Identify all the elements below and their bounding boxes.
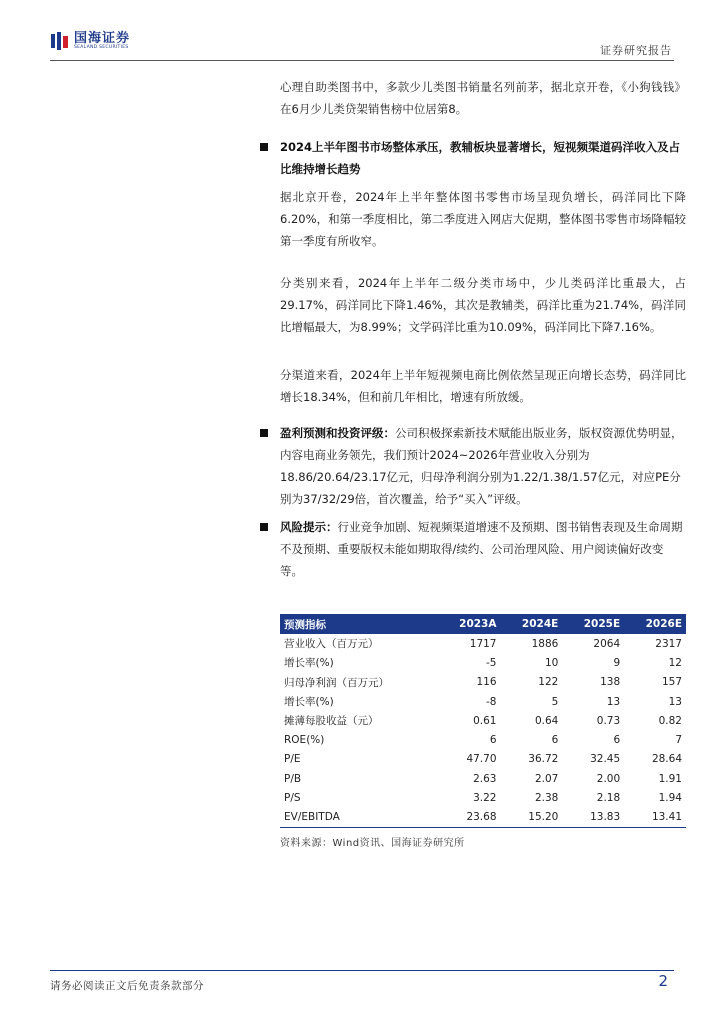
table-cell: 2.00	[596, 772, 621, 785]
table-cell: 1.91	[658, 772, 682, 785]
table-cell: 1.94	[658, 792, 682, 805]
footer-divider	[50, 970, 674, 971]
logo-mark-icon	[50, 31, 70, 51]
footer-disclaimer: 请务必阅读正文后免责条款部分	[50, 980, 204, 992]
table-cell: 23.68	[437, 808, 500, 828]
table-cell: 0.73	[596, 714, 621, 727]
table-cell: 9	[613, 656, 621, 669]
table-cell: 36.72	[528, 753, 559, 766]
table-header-row	[280, 614, 686, 634]
bullet-square-icon	[260, 143, 268, 151]
table-cell: 2.63	[473, 772, 497, 785]
logo-name-en: SEALAND SECURITIES	[74, 44, 129, 50]
table-cell: 营业收入（百万元）	[284, 638, 379, 651]
table-cell: 28.64	[651, 753, 682, 766]
forecast-table-wrap	[280, 614, 686, 849]
paragraph-market: 据北京开卷，2024年上半年整体图书零售市场呈现负增长，码洋同比下降6.20%，和第一季度相比，第二季度进入网店大促期，整体图书零售市场降幅较第一季度有所收窄。	[280, 190, 686, 248]
risk-label: 风险提示：	[280, 520, 338, 534]
table-cell: 2.07	[534, 772, 559, 785]
page-number: 2	[658, 972, 668, 990]
table-cell: 13	[668, 695, 682, 708]
table-cell: 1886	[531, 637, 559, 650]
table-source-note: 资料来源：Wind资讯、国海证券研究所	[280, 837, 465, 849]
forecast-table	[280, 614, 686, 828]
table-row	[280, 730, 686, 749]
table-cell: 13	[606, 695, 621, 708]
table-header-cell: 2024E	[501, 614, 563, 634]
table-cell: P/E	[284, 753, 301, 766]
risk-text: 行业竞争加剧、短视频渠道增速不及预期、图书销售表现及生命周期不及预期、重要版权未能如期取得/续约、公司治理风险、用户阅读偏好改变等。	[280, 520, 683, 578]
table-cell: 6	[551, 734, 559, 747]
table-cell: 157	[661, 676, 682, 689]
table-cell: 32.45	[590, 753, 621, 766]
table-cell: -8	[486, 695, 497, 708]
table-header-cell: 2026E	[624, 614, 686, 634]
logo-name-cn: 国海证券	[74, 30, 131, 46]
table-row	[280, 634, 686, 653]
risk-block	[280, 516, 686, 582]
table-cell: 6	[613, 734, 621, 747]
table-cell: 7	[675, 734, 682, 747]
table-cell: 116	[476, 676, 497, 689]
table-cell: 10	[544, 656, 559, 669]
report-type-label: 证券研究报告	[600, 44, 672, 57]
rating-label: 盈利预测和投资评级：	[280, 426, 395, 440]
table-row	[280, 769, 686, 788]
table-cell: 1717	[469, 637, 497, 650]
paragraph-channel: 分渠道来看，2024年上半年短视频电商比例依然呈现正向增长态势，码洋同比增长18.34%，但和前几年相比，增速有所放缓。	[280, 368, 686, 404]
rating-block	[280, 422, 686, 510]
table-row	[280, 808, 686, 828]
table-row	[280, 750, 686, 769]
table-cell: 13.83	[562, 808, 624, 828]
table-cell: P/B	[284, 772, 302, 785]
table-cell: 0.61	[473, 714, 497, 727]
header-divider	[50, 60, 674, 61]
table-cell: P/S	[284, 792, 301, 805]
table-row	[280, 788, 686, 807]
page-header	[0, 0, 724, 60]
bullet-square-icon	[260, 429, 268, 437]
intro-paragraph: 心理自助类图书中，多款少儿类图书销量名列前茅，据北京开卷，《小狗钱钱》在6月少儿类贷架销售榜中位居第8。	[280, 80, 686, 116]
paragraph-category: 分类别来看，2024年上半年二级分类市场中，少儿类码洋比重最大，占29.17%，码洋同比下降1.46%，其次是教辅类，码洋比重为21.74%，码洋同比增幅最大，为8.99%；文学码洋比重为10.09%，码洋同比下降7.16%。	[280, 276, 686, 334]
table-cell: 0.82	[658, 714, 682, 727]
table-cell: 2.38	[534, 792, 559, 805]
table-cell: 122	[538, 676, 559, 689]
table-cell: 摊薄每股收益（元）	[284, 715, 379, 728]
table-cell: 2.18	[596, 792, 621, 805]
company-logo	[50, 30, 130, 52]
table-cell: ROE(%)	[284, 734, 325, 747]
table-cell: 归母净利润（百万元）	[284, 676, 389, 689]
table-cell: 12	[668, 656, 682, 669]
table-row	[280, 653, 686, 672]
bullet-square-icon	[260, 523, 268, 531]
table-header-cell: 2023A	[437, 614, 500, 634]
table-cell: 13.41	[624, 808, 686, 828]
table-cell: -5	[486, 656, 497, 669]
table-cell: 0.64	[534, 714, 559, 727]
table-cell: 2317	[655, 637, 682, 650]
table-row	[280, 711, 686, 730]
table-cell: 2064	[593, 637, 621, 650]
table-cell: 138	[600, 676, 621, 689]
table-row	[280, 673, 686, 692]
table-cell: 3.22	[473, 792, 497, 805]
table-header-cell: 2025E	[562, 614, 624, 634]
section-title: 2024上半年图书市场整体承压，教辅板块显著增长，短视频渠道码洋收入及占比维持增长趋势	[280, 140, 681, 176]
table-cell: 增长率(%)	[284, 657, 334, 670]
table-header-cell: 预测指标	[280, 614, 437, 634]
table-cell: 5	[551, 695, 559, 708]
table-cell: EV/EBITDA	[280, 808, 437, 828]
table-cell: 15.20	[501, 808, 563, 828]
table-cell: 增长率(%)	[284, 696, 334, 709]
table-cell: 47.70	[466, 753, 497, 766]
rating-text: 公司积极探索新技术赋能出版业务，版权资源优势明显，内容电商业务领先，我们预计2024~2026年营业收入分别为18.86/20.64/23.17亿元，归母净利润分别为1.22/1.38/1.57亿元，对应PE分别为37/32/29倍，首次覆盖，给予“买入”评级。	[280, 426, 683, 506]
table-cell: 6	[489, 734, 497, 747]
section-heading	[280, 136, 686, 180]
table-row	[280, 692, 686, 711]
